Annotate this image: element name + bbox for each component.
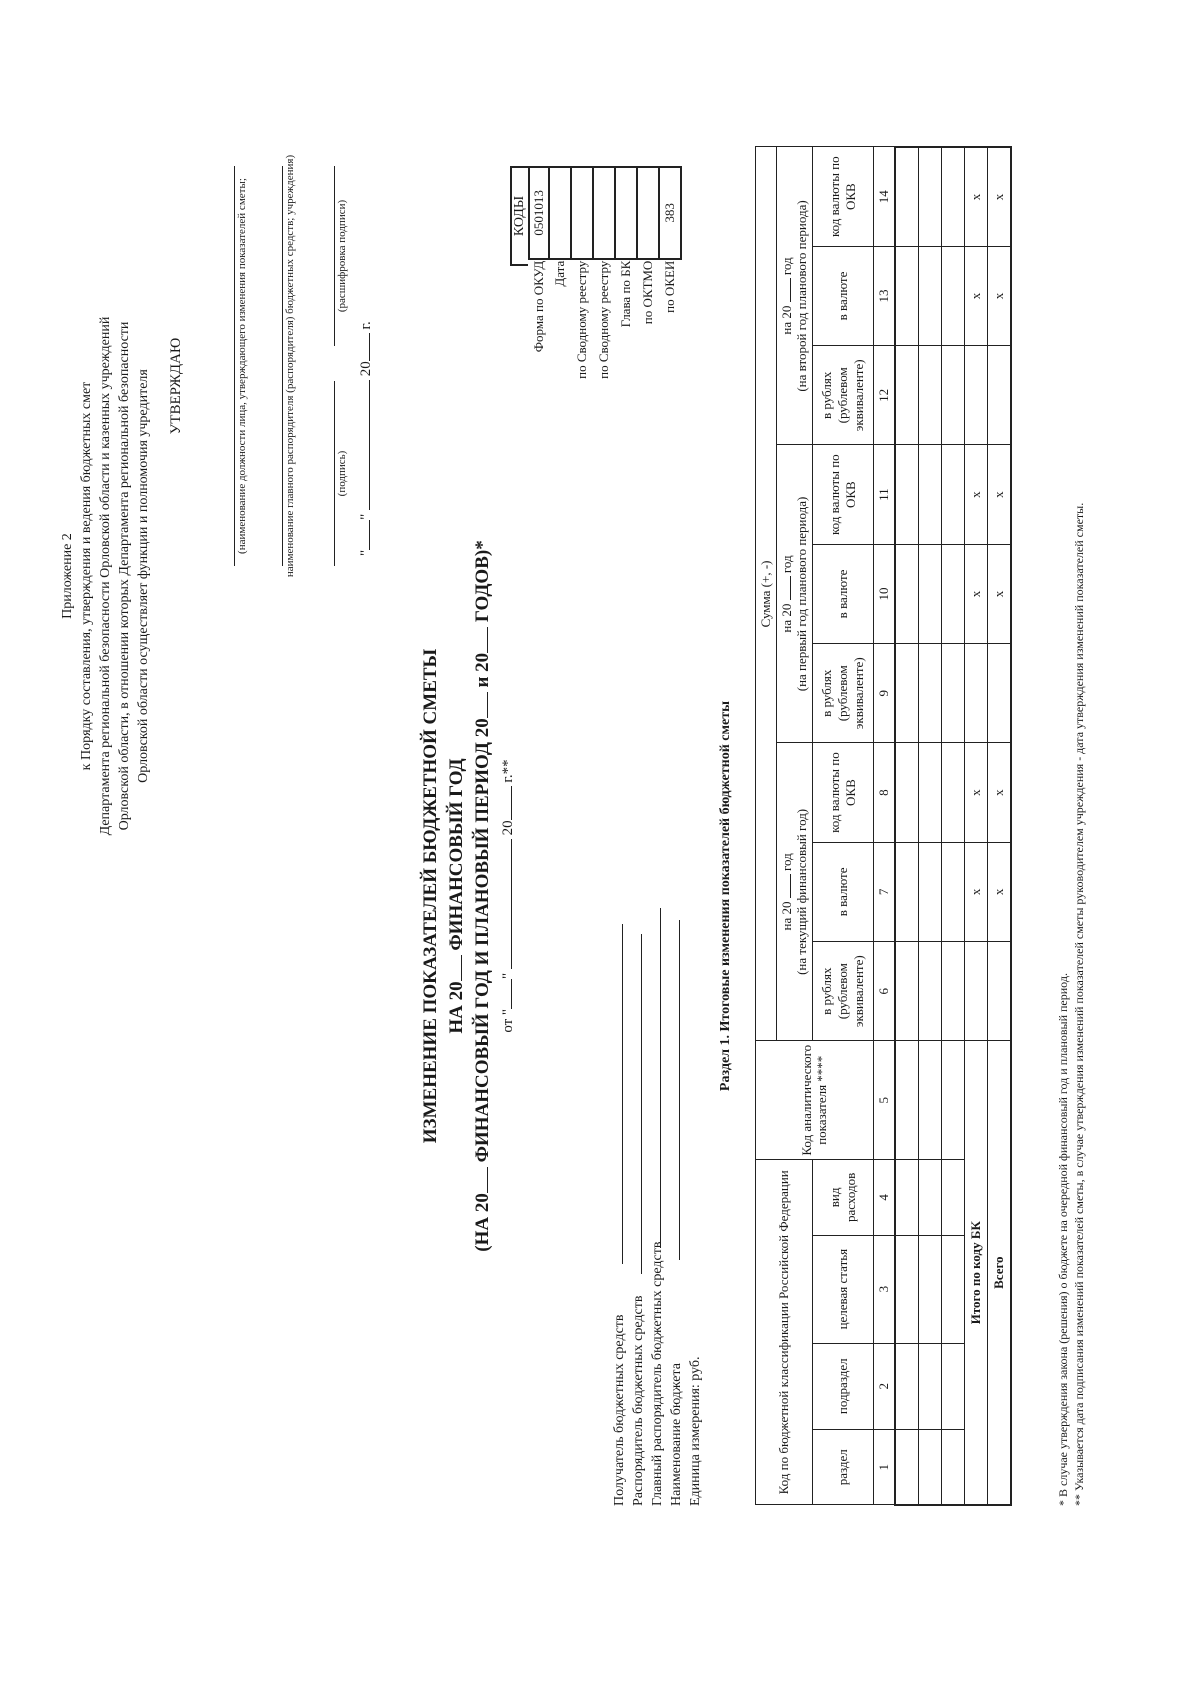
table-row xyxy=(918,147,941,1505)
x-mark: x xyxy=(964,842,987,941)
field-chief-manager: Главный распорядитель бюджетных средств xyxy=(648,806,667,1506)
appendix-line-1: к Порядку составления, утверждения и ведения бюджетных смет xyxy=(79,381,94,771)
codes-block xyxy=(510,166,682,476)
col-number: 13 xyxy=(873,246,895,345)
col-number: 9 xyxy=(873,644,895,743)
column-number-row xyxy=(873,147,895,1505)
section-title: Раздел 1. Итоговые изменения показателей бюджетной сметы xyxy=(718,700,733,1092)
footnote-1: * В случае утверждения закона (решения) о бюджете на очередной финансовый год и плановый период. xyxy=(1056,973,1070,1506)
x-mark: x xyxy=(964,147,987,246)
period-first-header: на 20 год (на первый год планового периода) xyxy=(776,445,812,743)
codes-value xyxy=(593,167,615,259)
approve-date-year-prefix: 20 xyxy=(358,361,374,377)
codes-row xyxy=(571,167,593,476)
footnotes xyxy=(1055,126,1087,1506)
col-okv: код валюты по ОКВ xyxy=(812,147,873,246)
codes-row xyxy=(615,167,637,476)
x-mark: x xyxy=(987,743,1011,842)
footnote-2: ** Указывается дата подписания изменений показателей сметы, в случае утверждения изменений показателей сметы руководителем учреждения - дата утверждения изменений показателей сметы. xyxy=(1072,502,1086,1506)
field-manager: Распорядитель бюджетных средств xyxy=(629,806,648,1506)
codes-value: 383 xyxy=(659,167,681,259)
x-mark: x xyxy=(964,743,987,842)
col-number: 1 xyxy=(873,1429,895,1505)
codes-row xyxy=(529,167,549,476)
main-table xyxy=(755,146,1012,1506)
period-current-header: на 20 год (на текущий финансовый год) xyxy=(776,743,812,1041)
codes-value xyxy=(615,167,637,259)
total-all-label: Всего xyxy=(987,1041,1011,1505)
codes-row xyxy=(637,167,659,476)
col-okv: код валюты по ОКВ xyxy=(812,445,873,544)
col-number: 5 xyxy=(873,1041,895,1160)
field-budget-name: Наименование бюджета xyxy=(667,806,686,1506)
total-bk-row xyxy=(964,147,987,1505)
approve-decode-line xyxy=(320,166,335,346)
fields-block xyxy=(610,806,705,1506)
field-recipient: Получатель бюджетных средств xyxy=(610,806,629,1506)
col-target: целевая статья xyxy=(812,1235,873,1343)
codes-label: по ОКТМО xyxy=(640,260,655,325)
col-rub: в рублях (рублевом эквиваленте) xyxy=(812,346,873,445)
col-number: 12 xyxy=(873,346,895,445)
x-mark: x xyxy=(987,445,1011,544)
approve-title: УТВЕРЖДАЮ xyxy=(168,337,184,435)
approve-position-line xyxy=(220,166,235,566)
appendix-line-4: Орловской области осуществляет функции и полномочия учредителя xyxy=(136,369,151,783)
codes-header: КОДЫ xyxy=(510,166,528,266)
field-unit: Единица измерения: руб. xyxy=(688,1356,703,1506)
approve-caption-position: (наименование должности лица, утверждающего изменения показателей сметы; xyxy=(236,178,248,554)
table-row xyxy=(895,147,919,1505)
codes-row xyxy=(593,167,615,476)
appendix-title: Приложение 2 xyxy=(60,533,75,619)
col-okv: код валюты по ОКВ xyxy=(812,743,873,842)
heading-line-1: ИЗМЕНЕНИЕ ПОКАЗАТЕЛЕЙ БЮДЖЕТНОЙ СМЕТЫ xyxy=(420,648,441,1144)
x-mark: x xyxy=(987,246,1011,345)
heading-from-date: от "" 20 г.** xyxy=(500,759,516,1033)
approve-date xyxy=(358,156,375,556)
codes-label: Дата xyxy=(552,260,567,287)
bk-header: Код по бюджетной классификации Российской Федерации xyxy=(756,1160,813,1505)
col-number: 3 xyxy=(873,1235,895,1343)
approve-sign-line xyxy=(320,381,335,566)
codes-label: по ОКЕИ xyxy=(662,260,677,313)
codes-value: 0501013 xyxy=(529,167,549,259)
codes-value xyxy=(549,167,571,259)
codes-row xyxy=(659,167,681,476)
x-mark: x xyxy=(964,544,987,643)
appendix-block xyxy=(58,166,153,986)
table-row xyxy=(941,147,964,1505)
approve-org-line xyxy=(268,166,283,566)
col-currency: в валюте xyxy=(812,246,873,345)
col-number: 10 xyxy=(873,544,895,643)
col-currency: в валюте xyxy=(812,842,873,941)
col-rub: в рублях (рублевом эквиваленте) xyxy=(812,644,873,743)
codes-row xyxy=(549,167,571,476)
appendix-line-2: Департамента региональной безопасности Орловской области и казенных учреждений xyxy=(98,316,113,836)
codes-label: по Сводному реестру xyxy=(574,260,589,379)
codes-value xyxy=(637,167,659,259)
col-number: 8 xyxy=(873,743,895,842)
form-heading xyxy=(418,446,496,1346)
approve-caption-decode: (расшифровка подписи) xyxy=(336,199,348,313)
col-razdel: раздел xyxy=(812,1429,873,1505)
appendix-line-3: Орловской области, в отношении которых Департамента региональной безопасности xyxy=(117,321,132,831)
col-rub: в рублях (рублевом эквиваленте) xyxy=(812,942,873,1041)
period-second-header: на 20 год (на второй год планового периода) xyxy=(776,147,812,445)
approve-date-quote-open: " xyxy=(358,549,374,556)
x-mark: x xyxy=(987,842,1011,941)
col-currency: в валюте xyxy=(812,544,873,643)
col-number: 6 xyxy=(873,942,895,1041)
codes-value xyxy=(571,167,593,259)
col-number: 2 xyxy=(873,1343,895,1429)
codes-label: по Сводному реестру xyxy=(596,260,611,379)
heading-line-2: НА 20 ФИНАНСОВЫЙ ГОД xyxy=(446,758,467,1034)
col-number: 7 xyxy=(873,842,895,941)
total-all-row xyxy=(987,147,1011,1505)
x-mark: x xyxy=(964,246,987,345)
analytic-header: Код аналитического показателя **** xyxy=(756,1041,874,1160)
col-podrazdel: подраздел xyxy=(812,1343,873,1429)
col-number: 11 xyxy=(873,445,895,544)
col-number: 4 xyxy=(873,1160,895,1236)
codes-label: Форма по ОКУД xyxy=(531,260,546,353)
rotated-form-sheet xyxy=(50,96,1110,1546)
col-expense-type: вид расходов xyxy=(812,1160,873,1236)
approve-caption-org: наименование главного распорядителя (распорядителя) бюджетных средств; учреждения) xyxy=(284,154,296,578)
approve-date-g: г. xyxy=(358,321,374,330)
x-mark: x xyxy=(964,445,987,544)
codes-label: Глава по БК xyxy=(618,260,633,328)
col-number: 14 xyxy=(873,147,895,246)
x-mark: x xyxy=(987,544,1011,643)
x-mark: x xyxy=(987,147,1011,246)
heading-line-3: (НА 20 ФИНАНСОВЫЙ ГОД И ПЛАНОВЫЙ ПЕРИОД 20 и 20 ГОДОВ)* xyxy=(472,540,493,1252)
total-bk-label: Итого по коду БК xyxy=(964,1041,987,1505)
approve-date-quote-close: " xyxy=(358,513,374,520)
sum-header: Сумма (+, -) xyxy=(756,147,777,1041)
approve-caption-sign: (подпись) xyxy=(336,450,348,497)
